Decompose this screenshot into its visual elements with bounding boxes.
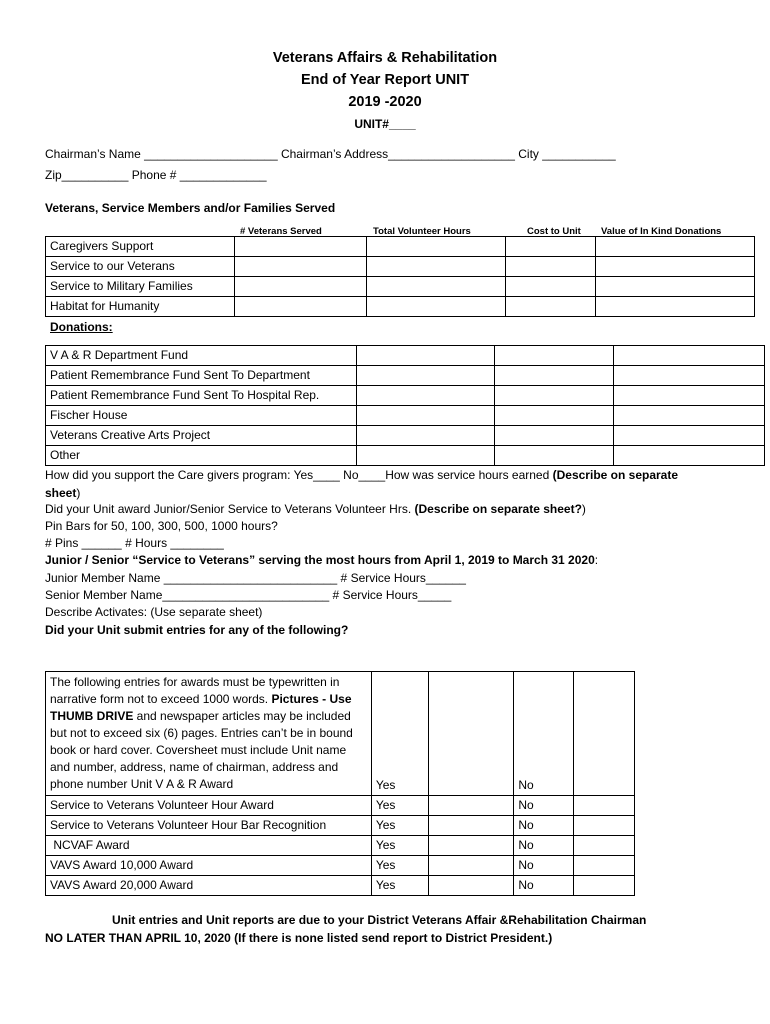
cost-cell[interactable] (506, 237, 596, 257)
report-title: Veterans Affairs & Rehabilitation (272, 50, 498, 66)
instructions-text: and newspaper articles may be included but not to exceed six (6) pages. Entries can’t be in bound book or hard cover. Coversheet must include Unit name and number, address, name of chairman, address and phone number Unit V A & R Award (50, 709, 353, 791)
donation-cell[interactable] (614, 406, 765, 426)
table-row (46, 876, 635, 896)
donation-cell[interactable] (494, 406, 614, 426)
yes-option[interactable]: Yes (371, 796, 428, 816)
question-note: sheet (45, 486, 77, 500)
in-kind-cell[interactable] (596, 237, 755, 257)
row-label: Fischer House (46, 406, 357, 426)
footer-due-line: Unit entries and Unit reports are due to your District Veterans Affair &Rehabilitation Chairman (112, 913, 647, 927)
table-row (46, 386, 765, 406)
answer-cell[interactable] (428, 816, 514, 836)
award-label: VAVS Award 10,000 Award (46, 856, 372, 876)
veterans-served-cell[interactable] (234, 237, 366, 257)
served-section-title: Veterans, Service Members and/or Families Served (45, 201, 336, 215)
entries-question: Did your Unit submit entries for any of the following? (45, 623, 349, 637)
answer-cell[interactable] (574, 876, 635, 896)
donation-cell[interactable] (494, 426, 614, 446)
answer-cell[interactable] (428, 876, 514, 896)
col-header-in-kind: Value of In Kind Donations (601, 226, 722, 237)
volunteer-hours-cell[interactable] (366, 277, 506, 297)
no-option[interactable]: No (514, 816, 574, 836)
table-row (46, 426, 765, 446)
no-option[interactable]: No (514, 876, 574, 896)
table-row (46, 446, 765, 466)
answer-cell[interactable] (574, 836, 635, 856)
answer-cell[interactable] (574, 672, 635, 796)
cost-cell[interactable] (506, 297, 596, 317)
table-row (46, 257, 755, 277)
award-label: VAVS Award 20,000 Award (46, 876, 372, 896)
yes-option[interactable]: Yes (371, 836, 428, 856)
veterans-served-cell[interactable] (234, 297, 366, 317)
answer-cell[interactable] (428, 796, 514, 816)
donation-cell[interactable] (494, 366, 614, 386)
veterans-served-cell[interactable] (234, 257, 366, 277)
junior-member-line: Junior Member Name __________________________ # Service Hours______ (45, 571, 466, 585)
answer-cell[interactable] (574, 796, 635, 816)
volunteer-hours-cell[interactable] (366, 257, 506, 277)
table-row (46, 366, 765, 386)
no-option[interactable]: No (514, 672, 574, 796)
cost-cell[interactable] (506, 277, 596, 297)
table-row (46, 672, 635, 796)
report-subtitle: End of Year Report UNIT (300, 72, 470, 88)
answer-cell[interactable] (428, 856, 514, 876)
donation-cell[interactable] (356, 426, 494, 446)
donations-label: Donations: (50, 320, 113, 334)
no-option[interactable]: No (514, 856, 574, 876)
row-label: Other (46, 446, 357, 466)
donation-cell[interactable] (494, 446, 614, 466)
question-note: (Describe on separate sheet? (414, 502, 582, 516)
table-row (46, 277, 755, 297)
cost-cell[interactable] (506, 257, 596, 277)
in-kind-cell[interactable] (596, 257, 755, 277)
question-pin-bars: Pin Bars for 50, 100, 300, 500, 1000 hours? (45, 519, 278, 533)
veterans-served-cell[interactable] (234, 277, 366, 297)
instructions-emphasis: Pictures - Use THUMB DRIVE (50, 692, 352, 723)
junior-senior-heading (45, 552, 598, 569)
volunteer-hours-cell[interactable] (366, 237, 506, 257)
donation-cell[interactable] (356, 406, 494, 426)
award-label: NCVAF Award (46, 836, 372, 856)
donation-cell[interactable] (356, 386, 494, 406)
footer-deadline-line: NO LATER THAN APRIL 10, 2020 (If there is none listed send report to District President.) (45, 931, 553, 945)
table-row (46, 816, 635, 836)
yes-option[interactable]: Yes (371, 856, 428, 876)
table-row (46, 346, 765, 366)
donation-cell[interactable] (356, 366, 494, 386)
senior-member-line: Senior Member Name_________________________ # Service Hours_____ (45, 588, 452, 602)
row-label: V A & R Department Fund (46, 346, 357, 366)
table-row (46, 237, 755, 257)
col-header-volunteer-hours: Total Volunteer Hours (373, 226, 471, 237)
chairman-info-line: Chairman’s Name ____________________ Chairman’s Address___________________ City ___________ (45, 147, 616, 161)
answer-cell[interactable] (574, 856, 635, 876)
pins-hours-line: # Pins ______ # Hours ________ (45, 536, 224, 550)
donation-cell[interactable] (614, 386, 765, 406)
table-row (46, 297, 755, 317)
report-year: 2019 -2020 (348, 94, 422, 110)
row-label: Service to Military Families (46, 277, 235, 297)
answer-cell[interactable] (428, 836, 514, 856)
col-header-cost: Cost to Unit (527, 226, 581, 237)
question-text: Did your Unit award Junior/Senior Service to Veterans Volunteer Hrs. (45, 502, 415, 516)
zip-phone-line: Zip__________ Phone # _____________ (45, 168, 267, 182)
question-caregivers-cont (45, 485, 80, 502)
awards-instructions (46, 672, 372, 796)
donation-cell[interactable] (614, 346, 765, 366)
row-label: Caregivers Support (46, 237, 235, 257)
question-text: ) (581, 502, 586, 516)
unit-number: UNIT#____ (354, 117, 416, 131)
awards-table (45, 671, 635, 896)
yes-option[interactable]: Yes (371, 672, 428, 796)
in-kind-cell[interactable] (596, 297, 755, 317)
no-option[interactable]: No (514, 836, 574, 856)
no-option[interactable]: No (514, 796, 574, 816)
question-caregivers (45, 467, 678, 484)
donation-cell[interactable] (494, 386, 614, 406)
donation-cell[interactable] (614, 446, 765, 466)
in-kind-cell[interactable] (596, 277, 755, 297)
row-label: Patient Remembrance Fund Sent To Department (46, 366, 357, 386)
question-heading: Junior / Senior “Service to Veterans” serving the most hours from April 1, 2019 to March 31 2020 (45, 553, 595, 567)
donations-table (45, 345, 765, 466)
yes-option[interactable]: Yes (371, 876, 428, 896)
question-volunteer-award (45, 501, 586, 518)
table-row (46, 406, 765, 426)
row-label: Patient Remembrance Fund Sent To Hospital Rep. (46, 386, 357, 406)
question-text: : (594, 553, 599, 567)
donation-cell[interactable] (494, 346, 614, 366)
row-label: Veterans Creative Arts Project (46, 426, 357, 446)
award-label: Service to Veterans Volunteer Hour Award (46, 796, 372, 816)
table-row (46, 836, 635, 856)
col-header-veterans-served: # Veterans Served (240, 226, 322, 237)
describe-activities-line: Describe Activates: (Use separate sheet) (45, 605, 263, 619)
answer-cell[interactable] (574, 816, 635, 836)
answer-cell[interactable] (428, 672, 514, 796)
question-text: ) (76, 486, 81, 500)
table-row (46, 856, 635, 876)
volunteer-hours-cell[interactable] (366, 297, 506, 317)
award-label: Service to Veterans Volunteer Hour Bar Recognition (46, 816, 372, 836)
donation-cell[interactable] (356, 446, 494, 466)
row-label: Service to our Veterans (46, 257, 235, 277)
row-label: Habitat for Humanity (46, 297, 235, 317)
question-text: How did you support the Care givers program: Yes____ No____How was service hours earned (45, 468, 553, 482)
yes-option[interactable]: Yes (371, 816, 428, 836)
donation-cell[interactable] (614, 366, 765, 386)
donation-cell[interactable] (356, 346, 494, 366)
served-table (45, 236, 755, 317)
instructions-text: The following entries for awards must be typewritten in narrative form not to exceed 1000 words. (50, 675, 340, 706)
donation-cell[interactable] (614, 426, 765, 446)
question-note: (Describe on separate (552, 468, 679, 482)
table-row (46, 796, 635, 816)
